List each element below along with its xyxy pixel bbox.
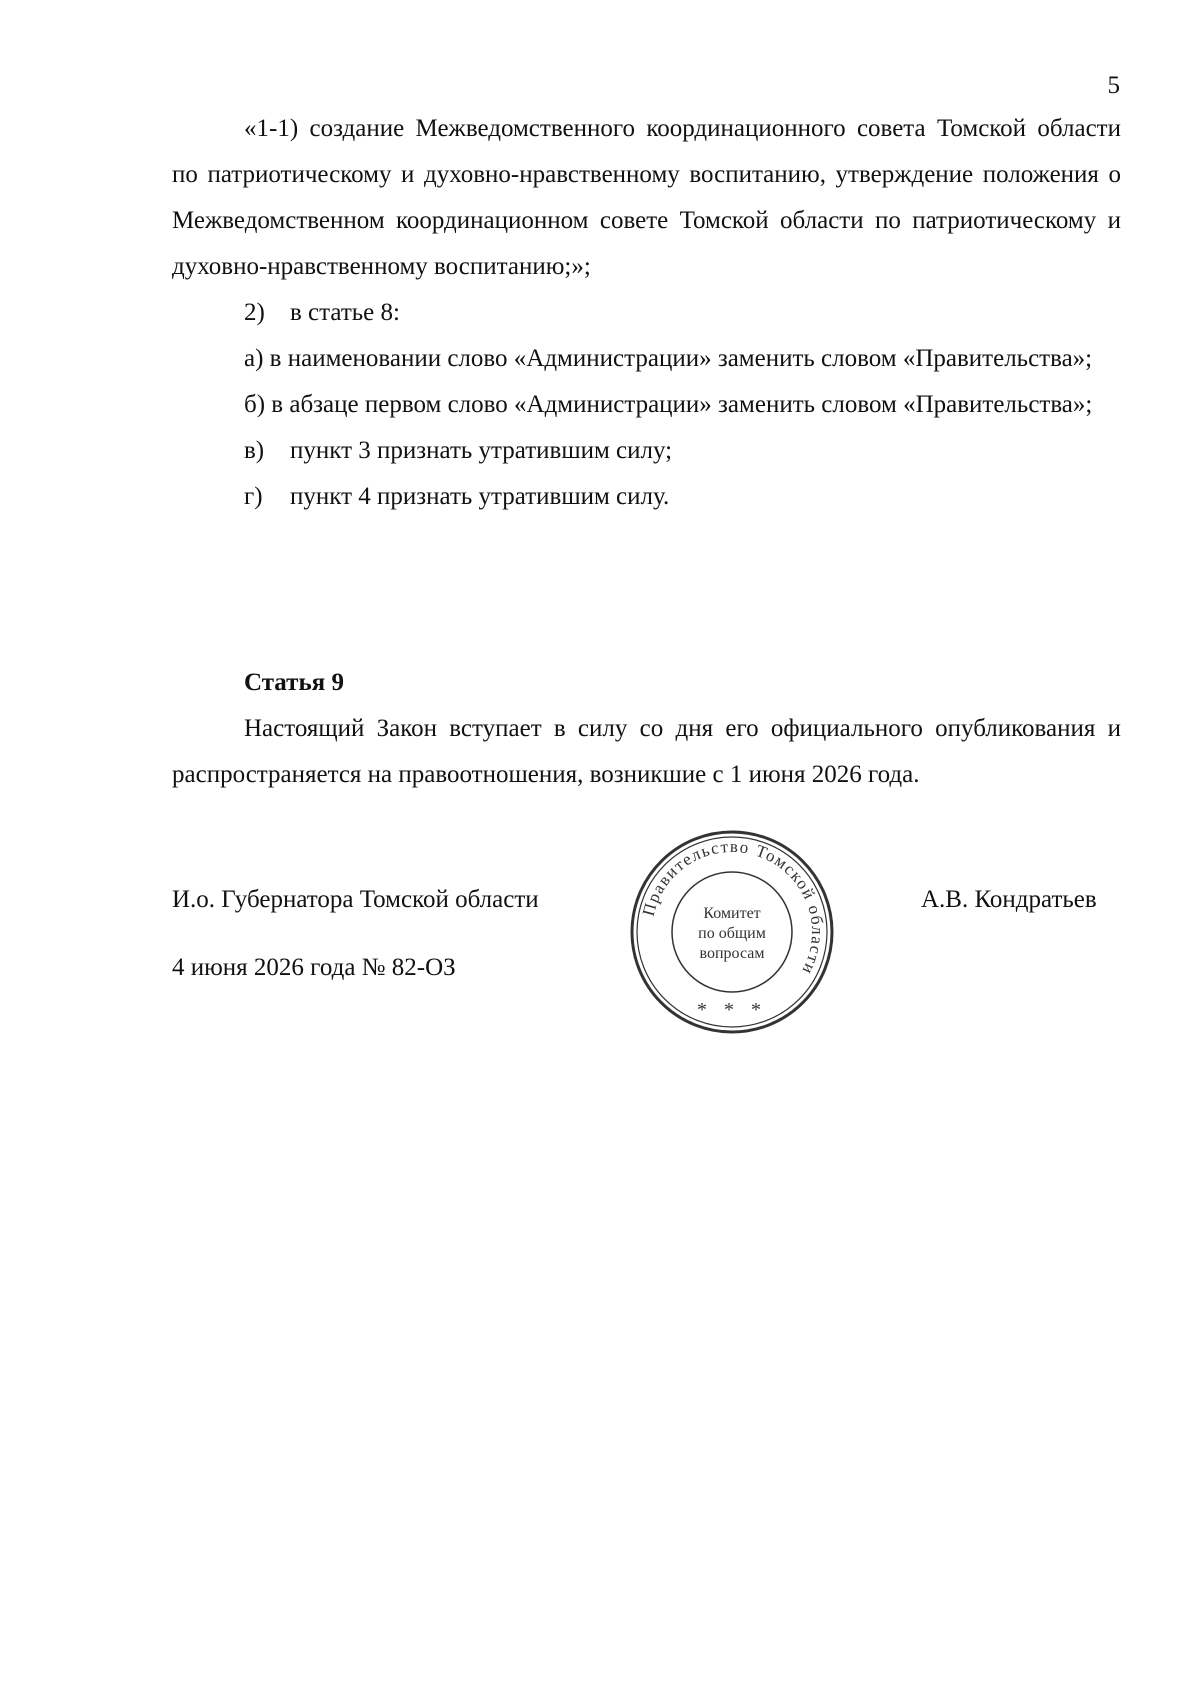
- seal-center-line-3: вопросам: [699, 945, 765, 962]
- article-heading: Статья 9: [244, 669, 344, 696]
- list-item-text: пункт 3 признать утратившим силу;: [290, 437, 673, 464]
- law-date-number: 4 июня 2026 года № 82-ОЗ: [172, 954, 456, 981]
- signatory-position: И.о. Губернатора Томской области: [172, 886, 539, 913]
- page-number: 5: [1107, 72, 1120, 99]
- amendment-body: [172, 106, 1121, 520]
- paragraph-1-1: «1-1) создание Межведомственного координационного совета Томской области по патриотическому и духовно-нравственному воспитанию, утверждение положения о Межведомственном координационном совете Томской области по патриотическому и духовно-нравственному воспитанию;»;: [172, 115, 1121, 280]
- list-item-2: [172, 290, 1121, 336]
- list-marker: 2): [244, 299, 265, 326]
- seal-center-line-2: по общим: [698, 925, 766, 942]
- list-item-text: в статье 8:: [290, 299, 400, 326]
- list-item-v: [172, 428, 1121, 474]
- list-marker: г): [244, 483, 263, 510]
- seal-icon: [626, 826, 838, 1038]
- list-item-a: а) в наименовании слово «Администрации» заменить словом «Правительства»;: [244, 345, 1093, 372]
- list-item-text: пункт 4 признать утратившим силу.: [290, 483, 670, 510]
- list-marker: в): [244, 437, 265, 464]
- official-seal: [626, 826, 838, 1038]
- article-9-text: Настоящий Закон вступает в силу со дня его официального опубликования и распространяется на правоотношения, возникшие с 1 июня 2026 года.: [172, 715, 1121, 788]
- article-body: [172, 706, 1121, 798]
- list-item-b: б) в абзаце первом слово «Администрации» заменить словом «Правительства»;: [244, 391, 1093, 418]
- signatory-name: А.В. Кондратьев: [921, 886, 1097, 913]
- seal-outer-text: Правительство Томской области: [638, 836, 828, 979]
- list-item-g: [172, 474, 1121, 520]
- seal-bottom-marks: * * *: [697, 999, 767, 1021]
- seal-center-line-1: Комитет: [703, 905, 761, 922]
